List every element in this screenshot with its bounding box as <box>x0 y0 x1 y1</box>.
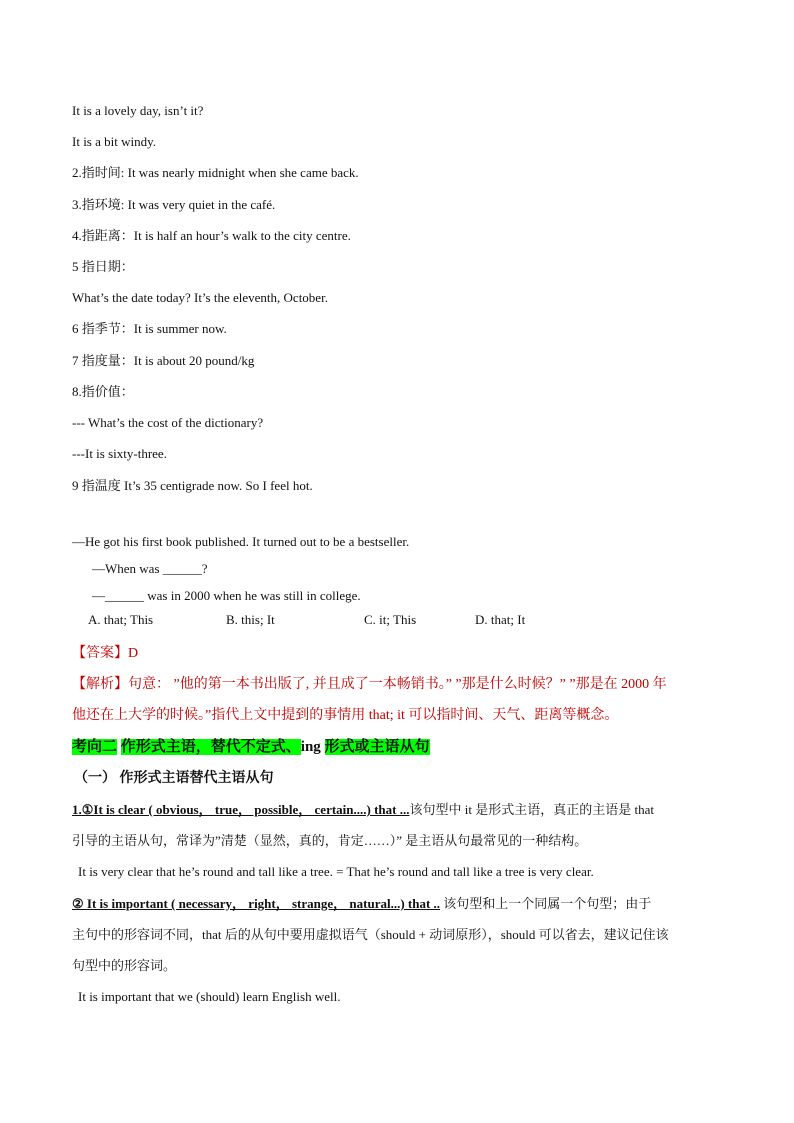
rule-2-line3: 句型中的形容词。 <box>72 958 177 973</box>
text-line: It is a lovely day, isn’t it? <box>72 103 204 118</box>
rule-2-text: 该句型和上一个同属一个句型；由于 <box>440 896 652 911</box>
section-prefix: 考向二 <box>72 739 118 755</box>
option-b: B. this; It <box>226 612 275 627</box>
text-line: 8.指价值： <box>72 384 134 399</box>
question-line: —______ was in 2000 when he was still in college. <box>92 588 361 603</box>
rule-2-pattern: ② It is important ( necessary， right， strange， natural...) that .. <box>72 896 441 911</box>
text-line: 7 指度量：It is about 20 pound/kg <box>72 353 255 368</box>
rule-1-text: 该句型中 it 是形式主语，真正的主语是 that <box>409 802 654 817</box>
analysis-line: 他还在上大学的时候。”指代上文中提到的事情用 that; it 可以指时间、天气、距离等概念。 <box>72 708 619 723</box>
text-line: What’s the date today? It’s the eleventh, October. <box>72 290 328 305</box>
rule-1-example: It is very clear that he’s round and tall like a tree. = That he’s round and tall like a tree is very clear. <box>78 864 594 879</box>
rule-1-line2: 引导的主语从句，常译为”清楚（显然，真的，肯定……）” 是主语从句最常见的一种结构。 <box>72 833 588 848</box>
text-line: ---It is sixty-three. <box>72 446 167 461</box>
option-a: A. that; This <box>88 612 154 627</box>
text-line: 5 指日期： <box>72 259 134 274</box>
text-line: 2.指时间: It was nearly midnight when she came back. <box>72 165 359 180</box>
text-line: 3.指环境: It was very quiet in the café. <box>72 197 276 212</box>
rule-1-pattern: 1.①It is clear ( obvious， true， possible， certain....) that ... <box>72 802 410 817</box>
text-line: 6 指季节：It is summer now. <box>72 321 227 336</box>
section-title-part: ing <box>300 739 321 755</box>
text-line: 9 指温度 It’s 35 centigrade now. So I feel hot. <box>72 478 313 493</box>
option-c: C. it; This <box>364 612 417 627</box>
answer-label: 【答案】D <box>72 646 139 661</box>
question-line: —When was ______? <box>92 561 208 576</box>
section-title-part: 形式或主语从句 <box>324 739 430 755</box>
rule-1-line <box>72 802 654 818</box>
option-d: D. that; It <box>475 612 526 627</box>
section-title-part: 作形式主语，替代不定式、 <box>120 739 301 755</box>
rule-2-example: It is important that we (should) learn English well. <box>78 989 341 1004</box>
analysis-line: 【解析】句意： ”他的第一本书出版了, 并且成了一本畅销书。” ”那是什么时候？” ”那是在 2000 年 <box>72 677 667 692</box>
rule-2-line2: 主句中的形容词不同，that 后的从句中要用虚拟语气（should + 动词原形），should 可以省去，建议记住该 <box>72 927 669 942</box>
rule-2-line <box>72 896 651 912</box>
question-stem: —He got his first book published. It turned out to be a bestseller. <box>72 534 410 549</box>
text-line: --- What’s the cost of the dictionary? <box>72 415 264 430</box>
text-line: It is a bit windy. <box>72 134 157 149</box>
section-heading <box>72 737 430 757</box>
text-line: 4.指距离：It is half an hour’s walk to the city centre. <box>72 228 351 243</box>
subsection-heading: （一） 作形式主语替代主语从句 <box>74 771 274 786</box>
